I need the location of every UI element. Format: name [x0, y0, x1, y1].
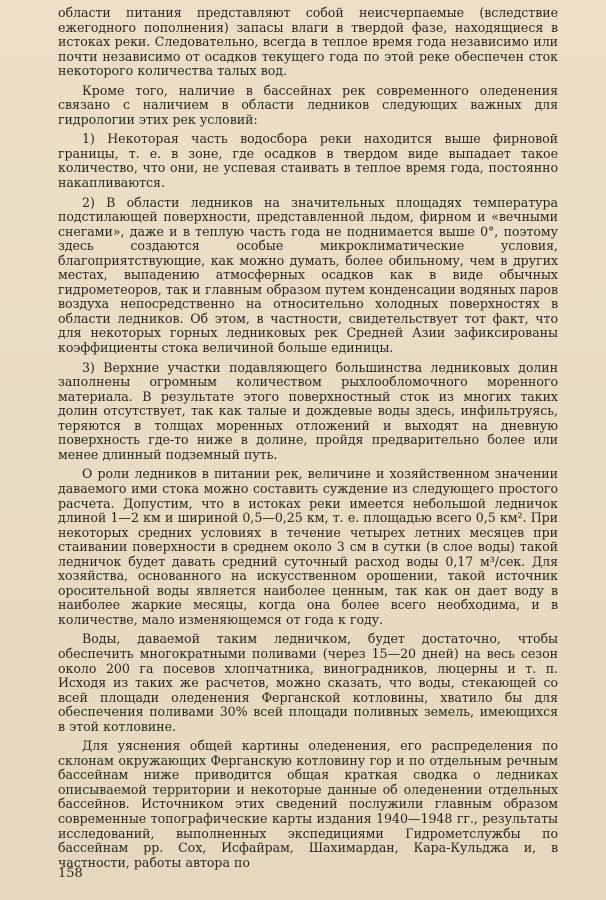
paragraph-4: 2) В области ледников на значительных площадях температура подстилающей поверхности, представленной льдом, фирном и «вечными снегами», даже и в теплую часть года не поднимается выше 0°, поэтому здесь создаются особые микроклиматические условия, благоприятствующие, как можно думать, более обильному, чем в других местах, выпадению атмосферных осадков как в виде обычных гидрометеоров, так и главным образом путем конденсации водяных паров воздуха непосредственно на относительно холодных поверхностях в области ледников. Об этом, в частности, свидетельствует тот факт, что для некоторых горных ледниковых рек Средней Азии зафиксированы коэффициенты стока величиной больше единицы.	[58, 194, 558, 356]
paragraph-8: Для уяснения общей картины оледенения, его распределения по склонам окружающих Ферганскую котловину гор и по отдельным речным бассейнам ниже приводится общая краткая сводка о ледниках описываемой территории и некоторые данные об оледенении отдельных бассейнов. Источником этих сведений послужили главным образом современные топографические карты издания 1940—1948 гг., результаты исследований, выполненных экспедициями Гидрометслужбы по бассейнам рр. Сох, Исфайрам, Шахимардан, Кара-Кульджа и, в частности, работы автора по	[58, 738, 558, 870]
page-number: 158	[58, 866, 83, 881]
paragraph-1: области питания представляют собой неисчерпаемые (вследствие ежегодного пополнения) запасы влаги в твердой фазе, находящиеся в истоках реки. Следовательно, всегда в теплое время года независимо или почти независимо от осадков текущего года по этой реке обеспечен сток некоторого количества талых вод.	[58, 5, 558, 79]
paragraph-3: 1) Некоторая часть водосбора реки находится выше фирновой границы, т. е. в зоне, где осадков в твердом виде выпадает такое количество, что они, не успевая стаивать в теплое время года, постоянно накапливаются.	[58, 131, 558, 191]
paragraph-2: Кроме того, наличие в бассейнах рек современного оледенения связано с наличием в области ледников следующих важных для гидрологии этих рек условий:	[58, 82, 558, 127]
paragraph-6: О роли ледников в питании рек, величине и хозяйственном значении даваемого ими стока можно составить суждение из следующего простого расчета. Допустим, что в истоках реки имеется небольшой ледничок длиной 1—2 км и шириной 0,5—0,25 км, т. е. площадью всего 0,5 км². При некоторых средних условиях в течение четырех летних месяцев при стаивании поверхности в среднем около 3 см в сутки (в слое воды) такой ледничок будет давать средний суточный расход воды 0,17 м³/сек. Для хозяйства, основанного на искусственном орошении, такой источник оросительной воды является наиболее ценным, так как он дает воду в наиболее жаркие месяцы, когда она более всего необходима, и в количестве, мало изменяющемся от года к году.	[58, 466, 558, 627]
paragraph-5: 3) Верхние участки подавляющего большинства ледниковых долин заполнены огромным количеством рыхлообломочного моренного материала. В результате этого поверхностный сток из многих таких долин отсутствует, так как талые и дождевые воды здесь, инфильтруясь, теряются в толщах моренных отложений и выходят на дневную поверхность где-то ниже в долине, пройдя предварительно более или менее длинный подземный путь.	[58, 359, 558, 462]
paragraph-7: Воды, даваемой таким ледничком, будет достаточно, чтобы обеспечить многократными поливами (через 15—20 дней) на весь сезон около 200 га посевов хлопчатника, виноградников, люцерны и т. п. Исходя из таких же расчетов, можно сказать, что воды, стекающей со всей площади оледенения Ферганской котловины, хватило бы для обеспечения поливами 30% всей площади поливных земель, имеющихся в этой котловине.	[58, 631, 558, 734]
body-text	[58, 6, 558, 875]
